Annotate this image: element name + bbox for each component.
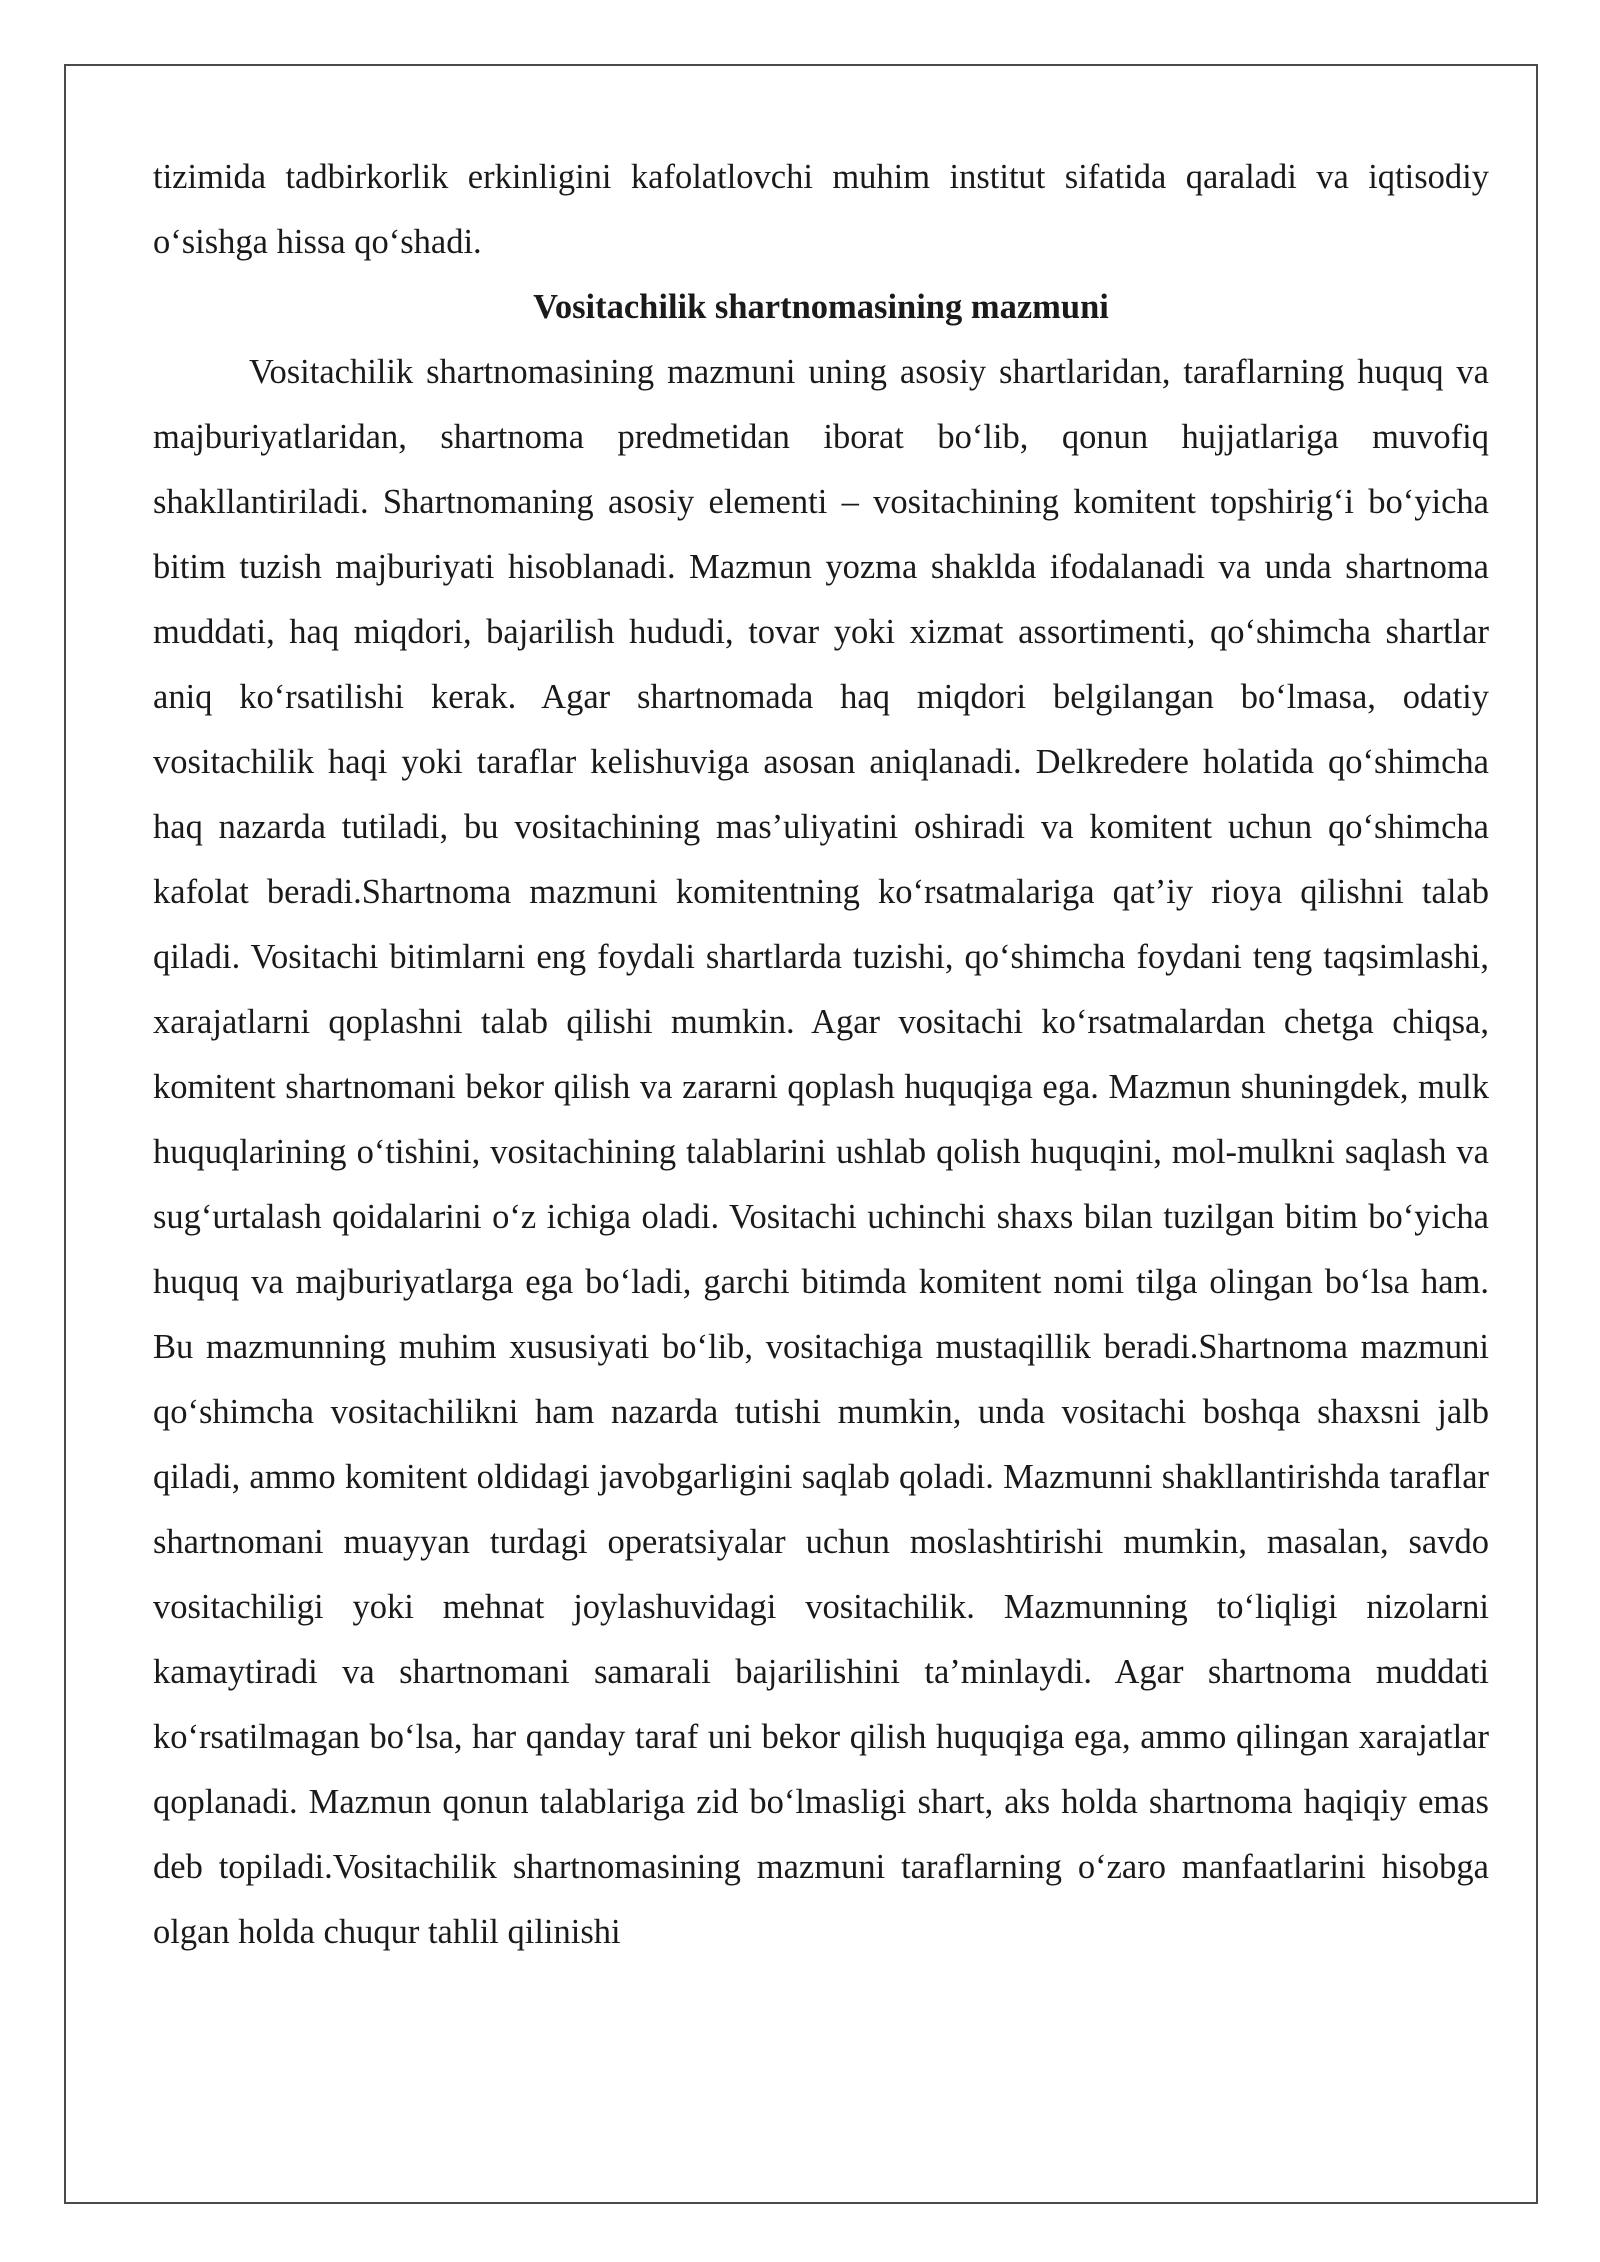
document-body [153, 145, 1489, 1965]
section-heading: Vositachilik shartnomasining mazmuni [533, 288, 1109, 326]
continuation-paragraph: tizimida tadbirkorlik erkinligini kafolatlovchi muhim institut sifatida qaraladi va iqtisodiy o‘sishga hissa qo‘shadi. [153, 158, 1489, 261]
body-paragraph: Vositachilik shartnomasining mazmuni uning asosiy shartlaridan, taraflarning huquq va majburiyatlaridan, shartnoma predmetidan iborat bo‘lib, qonun hujjatlariga muvofiq shakllantiriladi. Shartnomaning asosiy elementi – vositachining komitent topshirig‘i bo‘yicha bitim tuzish majburiyati hisoblanadi. Mazmun yozma shaklda ifodalanadi va unda shartnoma muddati, haq miqdori, bajarilish hududi, tovar yoki xizmat assortimenti, qo‘shimcha shartlar aniq ko‘rsatilishi kerak. Agar shartnomada haq miqdori belgilangan bo‘lmasa, odatiy vositachilik haqi yoki taraflar kelishuviga asosan aniqlanadi. Delkredere holatida qo‘shimcha haq nazarda tutiladi, bu vositachining mas’uliyatini oshiradi va komitent uchun qo‘shimcha kafolat beradi.Shartnoma mazmuni komitentning ko‘rsatmalariga qat’iy rioya qilishni talab qiladi. Vositachi bitimlarni eng foydali shartlarda tuzishi, qo‘shimcha foydani teng taqsimlashi, xarajatlarni qoplashni talab qilishi mumkin. Agar vositachi ko‘rsatmalardan chetga chiqsa, komitent shartnomani bekor qilish va zararni qoplash huquqiga ega. Mazmun shuningdek, mulk huquqlarining o‘tishini, vositachining talablarini ushlab qolish huquqini, mol-mulkni saqlash va sug‘urtalash qoidalarini o‘z ichiga oladi. Vositachi uchinchi shaxs bilan tuzilgan bitim bo‘yicha huquq va majburiyatlarga ega bo‘ladi, garchi bitimda komitent nomi tilga olingan bo‘lsa ham. Bu mazmunning muhim xususiyati bo‘lib, vositachiga mustaqillik beradi.Shartnoma mazmuni qo‘shimcha vositachilikni ham nazarda tutishi mumkin, unda vositachi boshqa shaxsni jalb qiladi, ammo komitent oldidagi javobgarligini saqlab qoladi. Mazmunni shakllantirishda taraflar shartnomani muayyan turdagi operatsiyalar uchun moslashtirishi mumkin, masalan, savdo vositachiligi yoki mehnat joylashuvidagi vositachilik. Mazmunning to‘liqligi nizolarni kamaytiradi va shartnomani samarali bajarilishini ta’minlaydi. Agar shartnoma muddati ko‘rsatilmagan bo‘lsa, har qanday taraf uni bekor qilish huquqiga ega, ammo qilingan xarajatlar qoplanadi. Mazmun qonun talablariga zid bo‘lmasligi shart, aks holda shartnoma haqiqiy emas deb topiladi.Vositachilik shartnomasining mazmuni taraflarning o‘zaro manfaatlarini hisobga olgan holda chuqur tahlil qilinishi [153, 353, 1489, 1951]
